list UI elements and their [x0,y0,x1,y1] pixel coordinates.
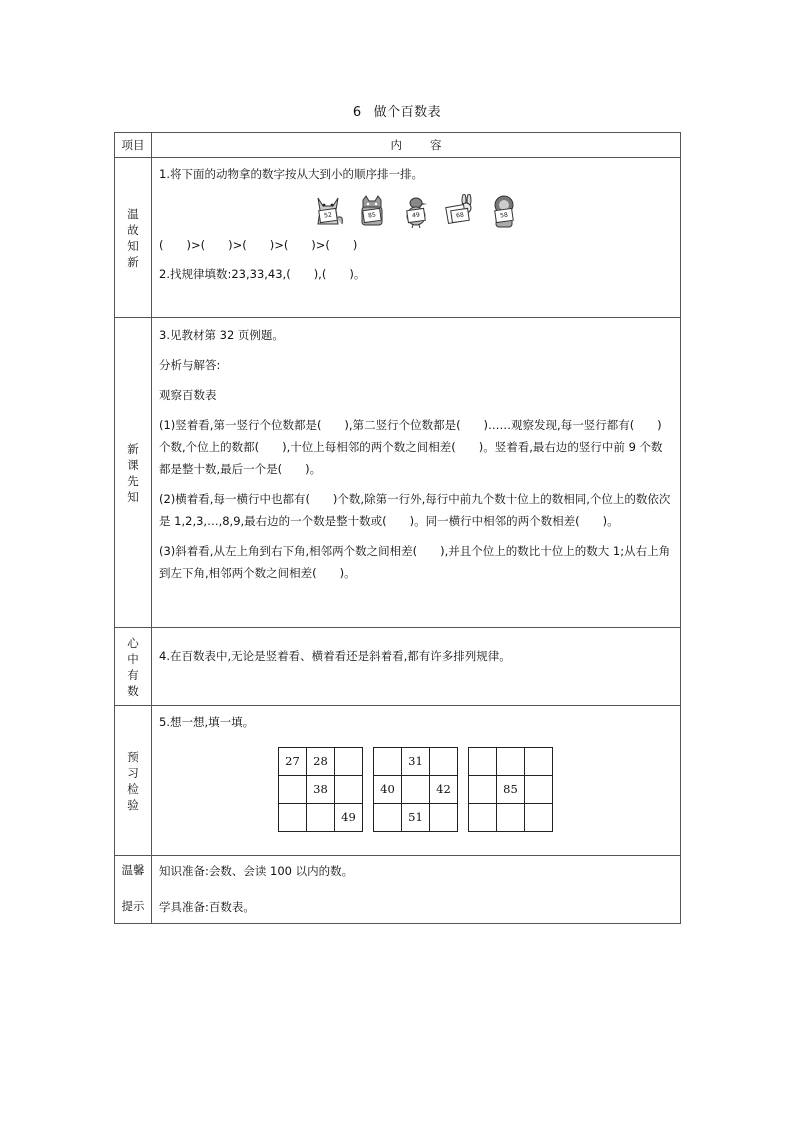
number-grid-3 [468,747,553,832]
header-item: 项目 [115,133,152,158]
grid-cell[interactable] [525,748,553,776]
section-label-mind [115,628,152,706]
grid-cell[interactable] [525,804,553,832]
grid-cell[interactable] [469,776,497,804]
paragraph-diagonal: (3)斜着看,从左上角到右下角,相邻两个数之间相差( ),并且个位上的数比十位上的数大 1;从右上角到左下角,相邻两个数之间相差( )。 [159,544,671,580]
header-content [152,133,681,158]
grid-cell[interactable] [430,748,458,776]
header-content-char-2: 容 [430,138,442,152]
tips-label-bottom: 提示 [121,899,145,913]
preview-label: 预习检验 [127,749,139,812]
grid-cell[interactable] [469,748,497,776]
order-blanks: ( )>( )>( )>( )>( ) [159,238,358,252]
number-grid-1 [278,747,363,832]
question-4: 4.在百数表中,无论是竖着看、横着看还是斜着看,都有许多排列规律。 [159,649,511,663]
grid-cell[interactable] [279,776,307,804]
section-label-new-lesson [115,318,152,628]
section-label-tips [115,856,152,924]
animal-lion [488,194,520,228]
grid-cell: 42 [430,776,458,804]
section-label-preview [115,706,152,856]
animal-row [159,193,672,229]
question-1: 1.将下面的动物拿的数字按从大到小的顺序排一排。 [159,167,423,181]
grid-cell: 40 [374,776,402,804]
grid-cell[interactable] [307,804,335,832]
grid-cell[interactable] [374,748,402,776]
grid-cell[interactable] [525,776,553,804]
tip-knowledge: 知识准备:会数、会读 100 以内的数。 [159,864,354,878]
paragraph-horizontal: (2)横着看,每一横行中也都有( )个数,除第一行外,每行中前九个数十位上的数相同,个位上的数依次是 1,2,3,…,8,9,最右边的一个数是整十数或( )。同一横行中相邻的两个数相差( )。 [159,492,671,528]
animal-bird [400,194,432,228]
grid-cell[interactable] [469,804,497,832]
animal-card: 58 [494,208,514,223]
paragraph-vertical: (1)竖着看,第一竖行个位数都是( ),第二竖行个位数都是( )……观察发现,每一竖行都有( )个数,个位上的数都( ),十位上每相邻的两个数之间相差( )。竖着看,最右边的竖行中前 9 个数都是整十数,最后一个是( )。 [159,418,663,476]
section-label-review [115,158,152,318]
question-5: 5.想一想,填一填。 [159,715,255,729]
grid-cell: 38 [307,776,335,804]
number-grids [159,747,672,832]
tip-tools: 学具准备:百数表。 [159,900,255,914]
grid-cell: 28 [307,748,335,776]
grid-cell: 49 [335,804,363,832]
section-review [115,158,681,318]
question-2: 2.找规律填数:23,33,43,( ),( )。 [159,267,366,281]
animal-card: 49 [406,208,426,223]
grid-cell[interactable] [335,776,363,804]
animal-rabbit [444,194,476,228]
animal-card: 68 [450,208,470,223]
number-grid-2 [373,747,458,832]
section-mind [115,628,681,706]
preview-content [152,706,681,856]
grid-cell: 51 [402,804,430,832]
animal-card: 52 [318,208,338,223]
analysis-heading: 分析与解答: [159,358,221,372]
tips-label-top: 温馨 [121,863,145,877]
grid-cell[interactable] [430,804,458,832]
tips-content [152,856,681,924]
new-lesson-label: 新课先知 [127,441,139,504]
grid-cell[interactable] [497,748,525,776]
review-content [152,158,681,318]
mind-label: 心中有数 [127,635,139,698]
grid-cell[interactable] [402,776,430,804]
grid-cell[interactable] [497,804,525,832]
new-lesson-content [152,318,681,628]
animal-fox [312,194,344,228]
mind-content [152,628,681,706]
question-3: 3.见教材第 32 页例题。 [159,328,284,342]
header-content-char-1: 内 [390,138,402,152]
section-new-lesson [115,318,681,628]
grid-cell[interactable] [374,804,402,832]
title-text: 做个百数表 [373,105,442,120]
grid-cell: 27 [279,748,307,776]
observe-heading: 观察百数表 [159,388,217,402]
grid-cell[interactable] [335,748,363,776]
animal-card: 85 [362,208,382,223]
section-preview [115,706,681,856]
title-number: 6 [352,105,362,120]
lesson-table [114,132,681,924]
header-row [115,133,681,158]
grid-cell: 31 [402,748,430,776]
grid-cell[interactable] [279,804,307,832]
page-title [0,101,794,120]
animal-cat [356,194,388,228]
review-label: 温故知新 [127,206,139,269]
section-tips [115,856,681,924]
grid-cell: 85 [497,776,525,804]
